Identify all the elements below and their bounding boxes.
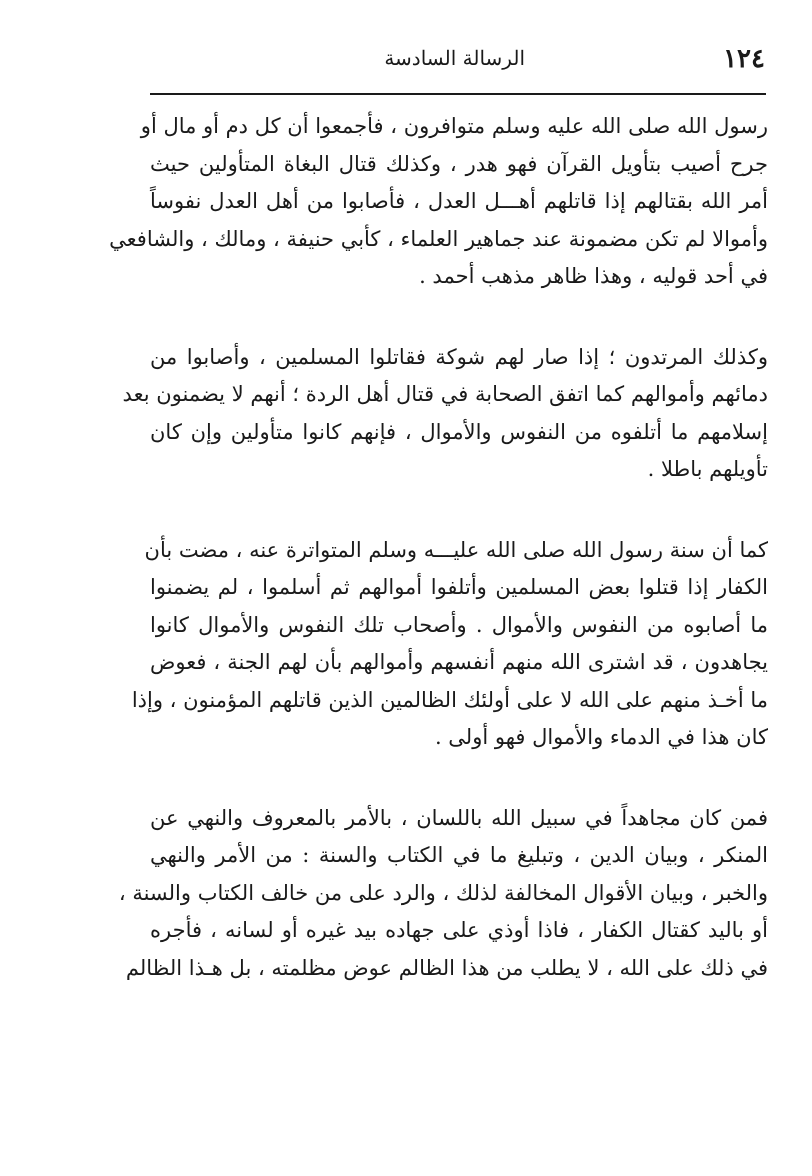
text-line: في أحد قوليه ، وهذا ظاهر مذهب أحمد . bbox=[419, 264, 768, 288]
text-line: الكفار إذا قتلوا بعض المسلمين وأتلفوا أموالهم ثم أسلموا ، لم يضمنوا bbox=[150, 575, 768, 599]
running-title: الرسالة السادسة bbox=[384, 46, 525, 70]
text-line: ما أصابوه من النفوس والأموال . وأصحاب تلك النفوس والأموال كانوا bbox=[150, 612, 768, 637]
text-line: ما أخـذ منهم على الله لا على أولئك الظالمين الذين قاتلهم المؤمنون ، وإذا bbox=[131, 687, 768, 712]
text-line: وأموالا لم تكن مضمونة عند جماهير العلماء ، كأبي حنيفة ، ومالك ، والشافعي bbox=[109, 226, 768, 251]
paragraph-1 bbox=[109, 108, 768, 296]
page-header bbox=[150, 40, 765, 80]
text-line: تأويلهم باطلا . bbox=[647, 457, 768, 481]
text-line: والخبر ، وبيان الأقوال المخالفة لذلك ، والرد على من خالف الكتاب والسنة ، bbox=[118, 880, 768, 905]
paragraph-2 bbox=[122, 339, 768, 489]
text-line: إسلامهم ما أتلفوه من النفوس والأموال ، فإنهم كانوا متأولين وإن كان bbox=[150, 419, 768, 444]
paragraph-4 bbox=[118, 800, 768, 988]
text-line: المنكر ، وبيان الدين ، وتبليغ ما في الكتاب والسنة : من الأمر والنهي bbox=[150, 843, 768, 867]
text-line: كان هذا في الدماء والأموال فهو أولى . bbox=[434, 725, 768, 749]
page-number: ١٢٤ bbox=[723, 44, 765, 74]
header-rule bbox=[150, 93, 766, 95]
text-line: رسول الله صلى الله عليه وسلم متوافرون ، فأجمعوا أن كل دم أو مال أو bbox=[140, 114, 768, 138]
text-line: جرح أصيب بتأويل القرآن فهو هدر ، وكذلك قتال البغاة المتأولين حيث bbox=[150, 151, 768, 176]
text-line: فمن كان مجاهداً في سبيل الله باللسان ، بالأمر بالمعروف والنهي عن bbox=[150, 805, 768, 830]
text-line: كما أن سنة رسول الله صلى الله عليـــه وسلم المتواترة عنه ، مضت بأن bbox=[144, 537, 768, 562]
paragraph-3 bbox=[131, 532, 768, 757]
text-line: أو باليد كقتال الكفار ، فاذا أوذي على جهاده بيد غيره أو لسانه ، فأجره bbox=[150, 918, 768, 942]
text-line: في ذلك على الله ، لا يطلب من هذا الظالم عوض مظلمته ، بل هـذا الظالم bbox=[125, 955, 768, 980]
text-body bbox=[109, 108, 768, 987]
text-line: يجاهدون ، قد اشترى الله منهم أنفسهم وأموالهم بأن لهم الجنة ، فعوض bbox=[150, 650, 768, 674]
text-line: دمائهم وأموالهم كما اتفق الصحابة في قتال أهل الردة ؛ أنهم لا يضمنون بعد bbox=[122, 382, 768, 406]
text-line: أمر الله بقتالهم إذا قاتلهم أهـــل العدل ، فأصابوا من أهل العدل نفوساً bbox=[150, 189, 768, 213]
text-line: وكذلك المرتدون ؛ إذا صار لهم شوكة فقاتلوا المسلمين ، وأصابوا من bbox=[150, 344, 768, 369]
